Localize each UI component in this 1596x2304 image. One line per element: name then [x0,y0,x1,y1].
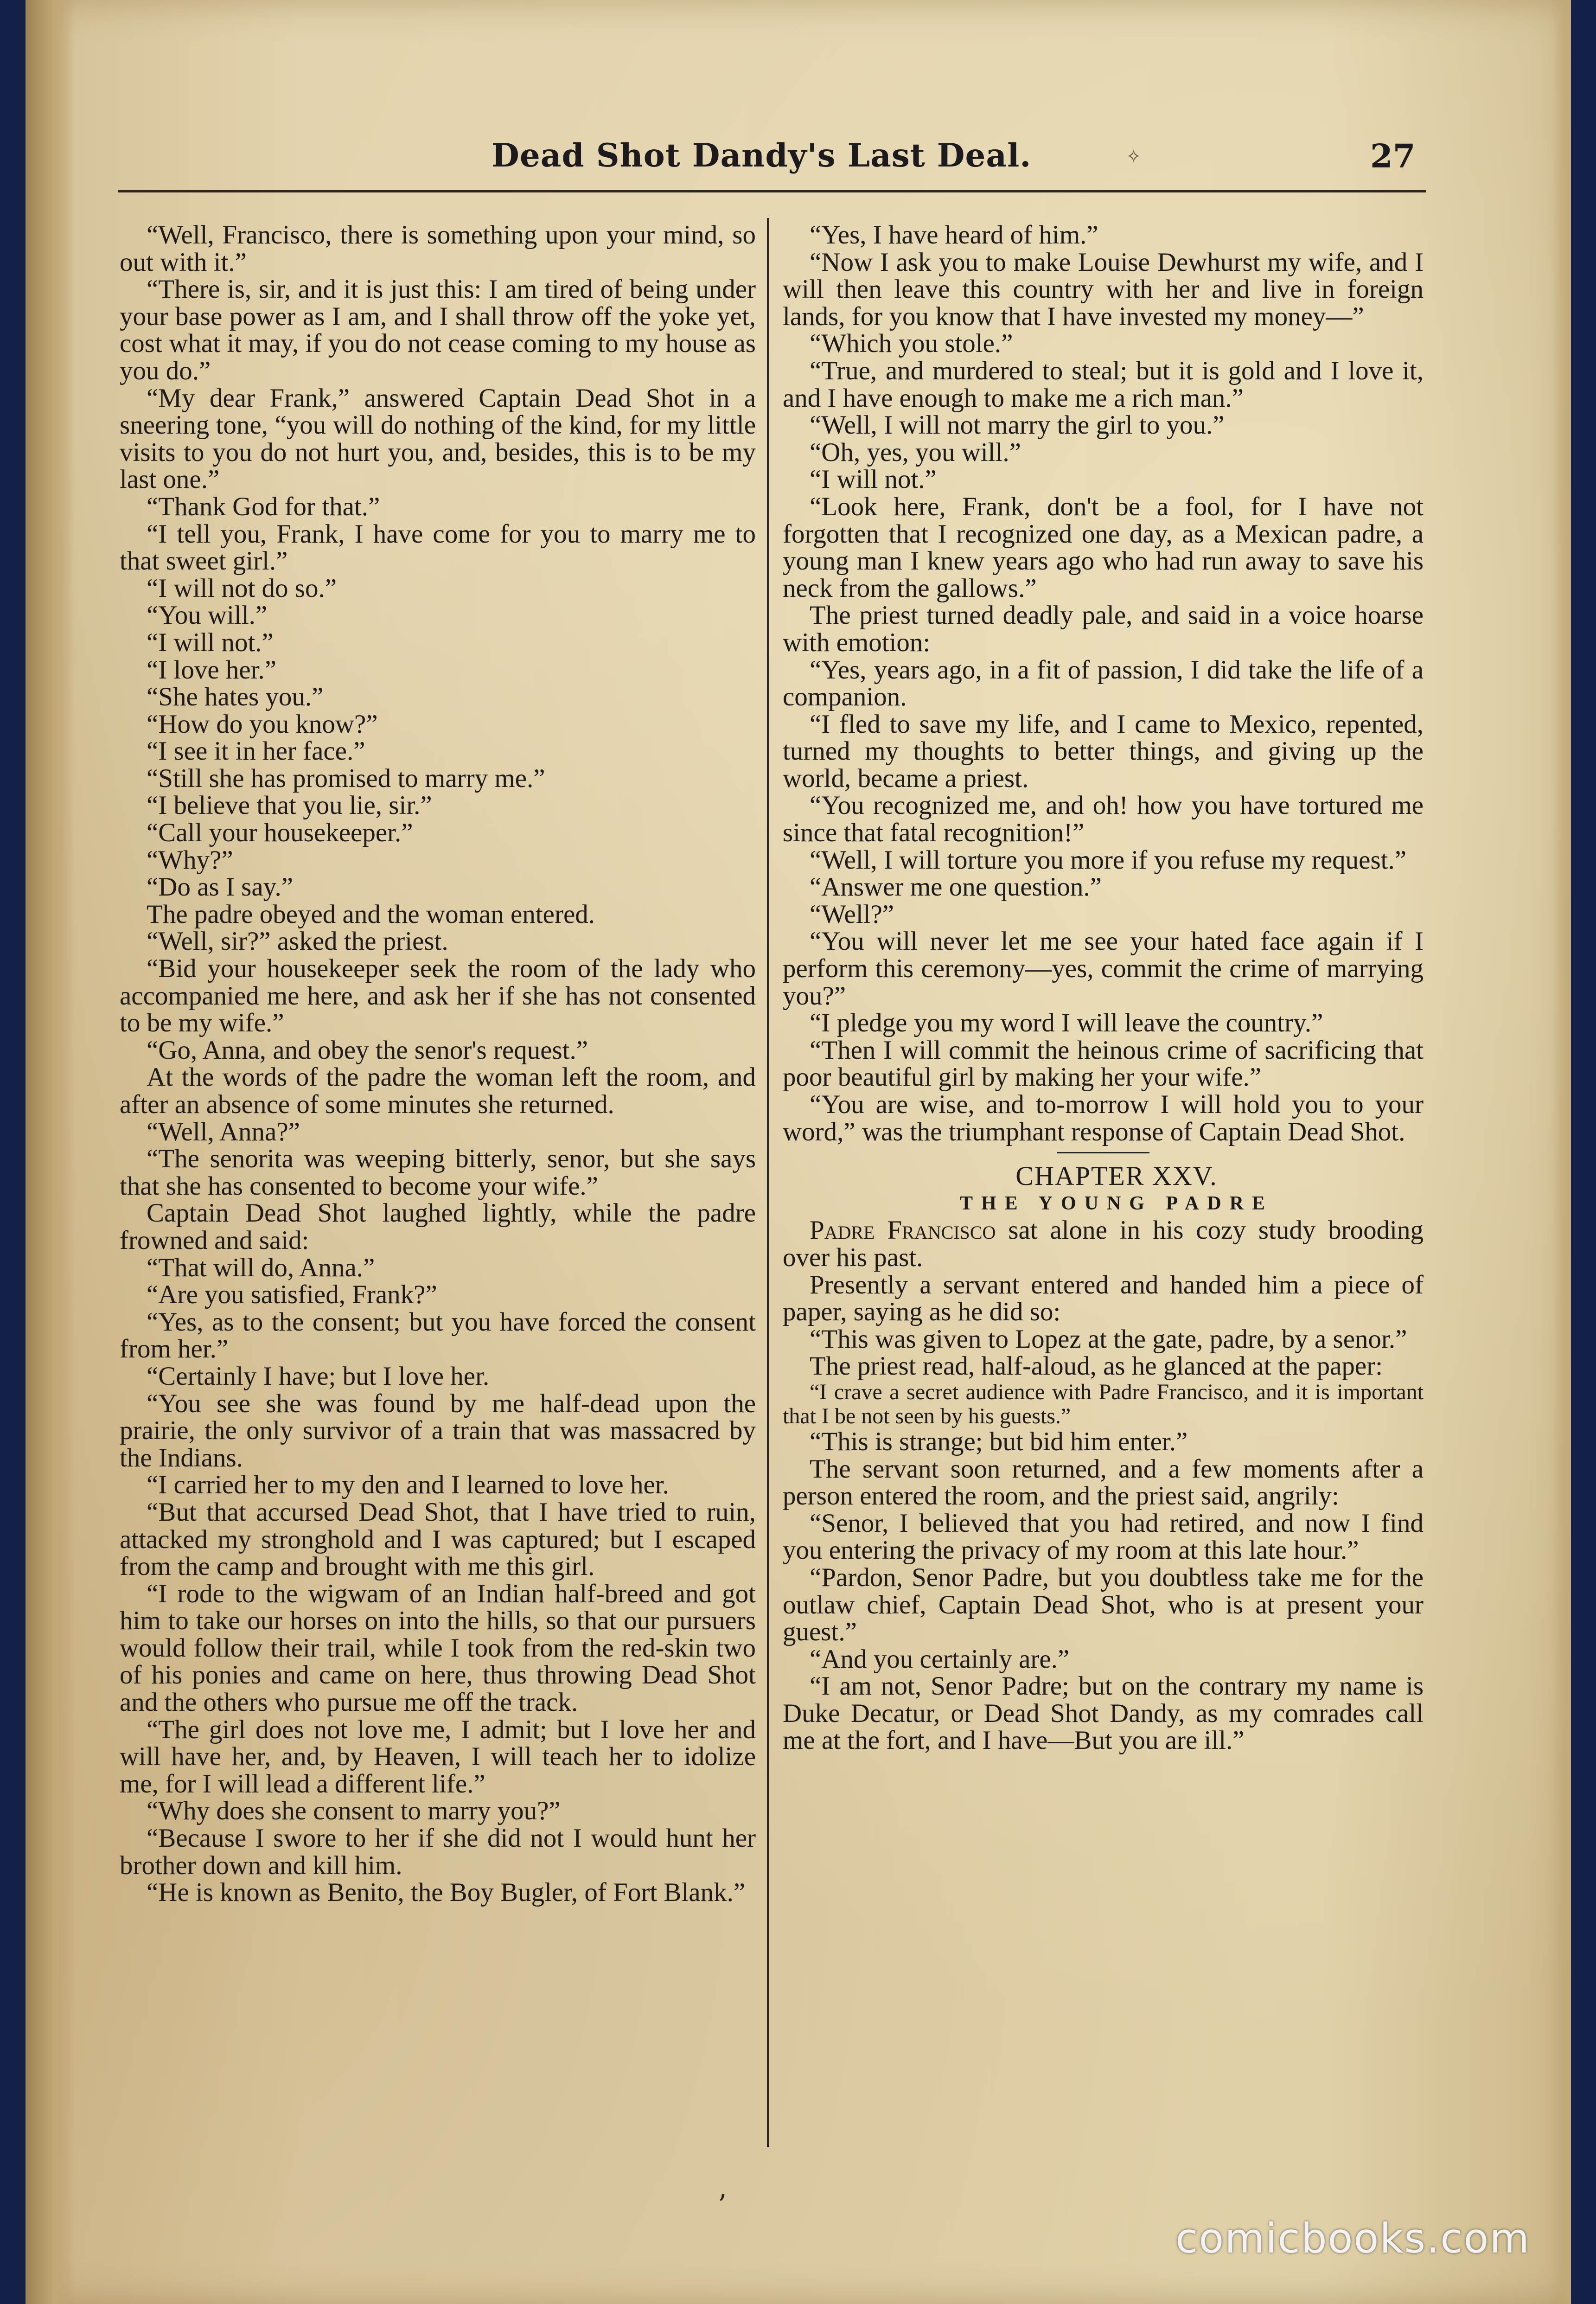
paragraph: Captain Dead Shot laughed lightly, while the padre frowned and said: [120,1198,756,1255]
paragraph: “You see she was found by me half-dead upon the prairie, the only survivor of a train that was massacred by the Indians. [120,1389,756,1472]
paragraph: “You will.” [147,601,268,630]
paragraph: “This is strange; but bid him enter.” [810,1427,1188,1456]
watermark: comicbooks.com [1175,2214,1531,2262]
paragraph: “Certainly I have; but I love her. [147,1361,490,1391]
paragraph: “And you certainly are.” [810,1644,1070,1674]
paragraph: “Pardon, Senor Padre, but you doubtless take me for the outlaw chief, Captain Dead Shot, who is at present your guest.” [783,1562,1424,1647]
paragraph: “Yes, I have heard of him.” [810,220,1098,250]
paragraph: “I pledge you my word I will leave the country.” [810,1008,1323,1038]
paragraph: “The girl does not love me, I admit; but I love her and will have her, and, by Heaven, I will teach her to idolize me, for I will lead a different life.” [120,1715,756,1798]
paragraph: The priest read, half-aloud, as he glanced at the paper: [810,1351,1383,1381]
paragraph: “Go, Anna, and obey the senor's request.” [147,1035,588,1065]
paragraph: “Because I swore to her if she did not I would hunt her brother down and kill him. [120,1824,756,1880]
paragraph: “Look here, Frank, don't be a fool, for I have not forgotten that I recognized one day, as a Mexican padre, a young man I knew years ago who had run away to save his neck from the gallows.” [783,492,1424,603]
paragraph: Presently a servant entered and handed him a piece of paper, saying as he did so: [783,1270,1424,1327]
paragraph: “You are wise, and to-morrow I will hold you to your word,” was the triumphant response of Captain Dead Shot. [783,1090,1424,1146]
paragraph: “Well?” [810,899,894,929]
paragraph: “Well, I will not marry the girl to you.” [810,410,1225,440]
paragraph: “This was given to Lopez at the gate, padre, by a senor.” [810,1324,1407,1354]
paragraph: “I am not, Senor Padre; but on the contrary my name is Duke Decatur, or Dead Shot Dandy, as my comrades call me at the fort, and I have—But you are ill.” [783,1671,1424,1755]
paragraph: “Well, Anna?” [147,1117,300,1146]
paragraph: “My dear Frank,” answered Captain Dead Shot in a sneering tone, “you will do nothing of the kind, for my little visits to you do not hurt you, and, besides, this is to be my last one.” [120,383,756,494]
right-column-narrative [783,1272,1424,1380]
chapter-rule [1057,1152,1149,1153]
paragraph: “Then I will commit the heinous crime of sacrificing that poor beautiful girl by making her your wife.” [783,1035,1424,1092]
stray-ink-mark: ’ [718,2189,727,2221]
chapter-opening-text: sat alone in his cozy study brooding over his past. [783,1216,1424,1272]
chapter-heading: CHAPTER XXV. [1015,1161,1218,1191]
paragraph: “Yes, as to the consent; but you have forced the consent from her.” [120,1307,756,1364]
paragraph: “Why does she consent to marry you?” [147,1796,561,1826]
page-binding-shadow [26,0,74,2304]
paragraph: “He is known as Benito, the Boy Bugler, of Fort Blank.” [147,1878,746,1907]
paragraph: “How do you know?” [147,709,378,739]
page-edge-shadow [1552,0,1571,2304]
paragraph: “I carried her to my den and I learned to love her. [147,1470,669,1500]
paragraph: “I see it in her face.” [147,736,365,766]
paragraph: “I fled to save my life, and I came to Mexico, repented, turned my thoughts to better things, and giving up the world, became a priest. [783,709,1424,793]
paragraph: “You recognized me, and oh! how you have tortured me since that fatal recognition!” [783,791,1424,848]
paragraph: “I will not.” [810,465,937,494]
chapter-subheading: THE YOUNG PADRE [959,1192,1273,1214]
column-divider [767,218,769,2147]
paragraph: “Thank God for that.” [147,492,380,521]
right-column [783,222,1424,1754]
paragraph: “I will not.” [147,627,274,657]
paragraph: “Well, I will torture you more if you refuse my request.” [810,845,1407,875]
note-text: “I crave a secret audience with Padre Francisco, and it is important that I be not seen by his guests.” [783,1379,1424,1428]
paragraph: “Are you satisfied, Frank?” [147,1280,437,1310]
paragraph: “But that accursed Dead Shot, that I have tried to ruin, attacked my stronghold and I was captured; but I escaped from the camp and brought with me this girl. [120,1497,756,1581]
paragraph: “Answer me one question.” [810,872,1102,902]
paragraph: “Call your housekeeper.” [147,818,413,848]
paragraph: “Well, Francisco, there is something upon your mind, so out with it.” [120,220,756,277]
paragraph: “She hates you.” [147,682,324,712]
paragraph: “Do as I say.” [147,872,294,902]
paragraph: “I believe that you lie, sir.” [147,791,432,820]
paragraph: “Why?” [147,845,233,875]
paragraph: The servant soon returned, and a few moments after a person entered the room, and the priest said, angrily: [783,1454,1424,1511]
paragraph: “There is, sir, and it is just this: I am tired of being under your base power as I am, and I shall throw off the yoke yet, cost what it may, if you do not cease coming to my house as you do.” [120,275,756,385]
paragraph: “The senorita was weeping bitterly, senor, but she says that she has consented to become your wife.” [120,1144,756,1201]
paragraph: “I love her.” [147,655,277,685]
paragraph: “Now I ask you to make Louise Dewhurst my wife, and I will then leave this country with her and live in foreign lands, for you know that I have invested my money—” [783,247,1424,331]
paragraph: “Bid your housekeeper seek the room of the lady who accompanied me here, and ask her if she has not consented to be my wife.” [120,954,756,1038]
chapter-opening-paragraph [783,1217,1424,1271]
paragraph: The padre obeyed and the woman entered. [147,899,595,929]
left-column [120,222,756,1907]
page-number: 27 [1370,137,1416,175]
paragraph: “Oh, yes, you will.” [810,437,1021,467]
paragraph: “Still she has promised to marry me.” [147,763,545,793]
paragraph: “Senor, I believed that you had retired, and now I find you entering the privacy of my room at this late hour.” [783,1508,1424,1565]
paragraph: “I tell you, Frank, I have come for you to marry me to that sweet girl.” [120,519,756,576]
paragraph: “Well, sir?” asked the priest. [147,927,448,956]
paragraph: “Which you stole.” [810,329,1013,358]
printer-mark-icon: ✧ [1126,146,1142,167]
right-column-dialogue [783,222,1424,1146]
chapter-opening-name: Padre Francisco [810,1216,996,1245]
right-column-conversation [783,1428,1424,1754]
paragraph: “True, and murdered to steal; but it is gold and I love it, and I have enough to make me a rich man.” [783,356,1424,413]
paragraph: “That will do, Anna.” [147,1253,375,1282]
header-rule [118,190,1426,192]
paragraph: “I rode to the wigwam of an Indian half-breed and got him to take our horses on into the hills, so that our pursuers would follow their trail, while I took from the red-skin two of his ponies and came on here, thus throwing Dead Shot and the others who pursue me off the track. [120,1579,756,1717]
paragraph: “You will never let me see your hated face again if I perform this ceremony—yes, commit the crime of marrying you?” [783,927,1424,1011]
paragraph: “Yes, years ago, in a fit of passion, I did take the life of a companion. [783,655,1424,712]
paragraph: The priest turned deadly pale, and said in a voice hoarse with emotion: [783,601,1424,657]
paragraph: “I will not do so.” [147,573,337,603]
running-header-title: Dead Shot Dandy's Last Deal. [492,137,1032,174]
paragraph: At the words of the padre the woman left the room, and after an absence of some minutes she returned. [120,1062,756,1119]
